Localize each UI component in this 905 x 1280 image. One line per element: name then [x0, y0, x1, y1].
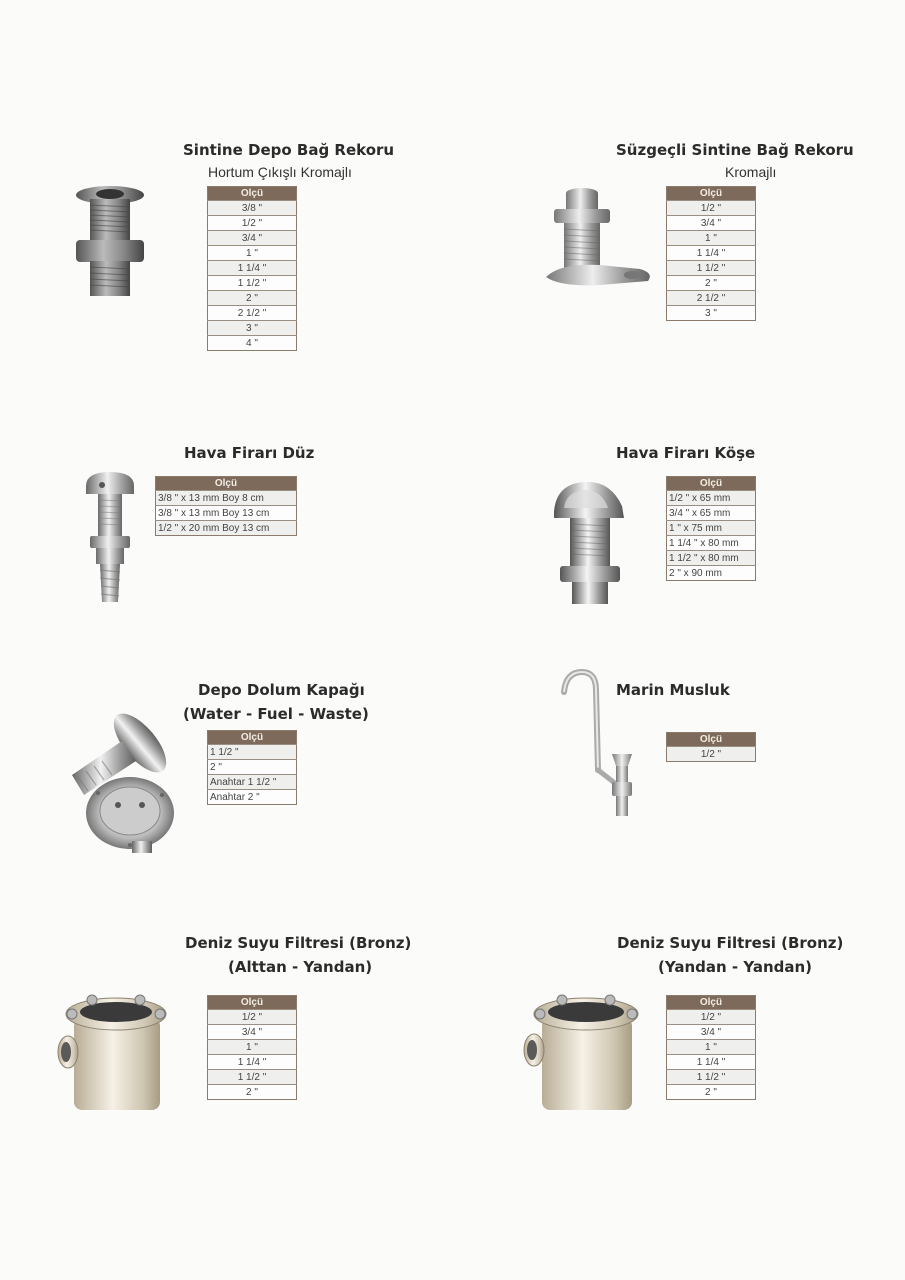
water-strainer-bottom-side-image	[56, 990, 171, 1115]
size-header: Olçü	[667, 187, 756, 201]
size-cell: 1/2 "	[208, 216, 297, 231]
product-title: Depo Dolum Kapağı	[198, 681, 365, 699]
size-header: Olçü	[156, 477, 297, 491]
size-cell: 1/2 "	[667, 1010, 756, 1025]
size-cell: 2 1/2 "	[208, 306, 297, 321]
size-cell: 3/4 "	[667, 216, 756, 231]
size-cell: 1/2 "	[667, 201, 756, 216]
size-header: Olçü	[208, 731, 297, 745]
size-table	[666, 732, 756, 762]
product-title: Hava Firarı Düz	[184, 444, 315, 462]
size-cell: 1 1/4 "	[208, 261, 297, 276]
size-cell: 1/2 "	[208, 1010, 297, 1025]
size-table	[666, 186, 756, 321]
marine-faucet-image	[558, 666, 638, 821]
size-cell: 1 1/2 "	[667, 261, 756, 276]
size-cell: 1/2 " x 65 mm	[667, 491, 756, 506]
size-cell: 3 "	[667, 306, 756, 321]
product-title: Sintine Depo Bağ Rekoru	[183, 141, 395, 159]
angled-vent-image	[550, 478, 630, 608]
size-header: Olçü	[667, 477, 756, 491]
size-cell: 1 1/4 "	[667, 1055, 756, 1070]
size-table	[155, 476, 297, 536]
size-cell: 1/2 "	[667, 747, 756, 762]
size-cell: 2 "	[667, 1085, 756, 1100]
size-cell: 2 1/2 "	[667, 291, 756, 306]
product-title: Süzgeçli Sintine Bağ Rekoru	[616, 141, 854, 159]
size-cell: 3/8 "	[208, 201, 297, 216]
size-cell: 2 "	[208, 291, 297, 306]
size-table	[207, 186, 297, 351]
size-cell: 1 "	[208, 246, 297, 261]
size-table	[666, 476, 756, 581]
product-subtitle: Hortum Çıkışlı Kromajlı	[208, 164, 352, 180]
size-cell: 3/8 " x 13 mm Boy 8 cm	[156, 491, 297, 506]
thru-hull-fitting-image	[70, 185, 150, 300]
size-cell: 3/4 "	[667, 1025, 756, 1040]
size-cell: 2 " x 90 mm	[667, 566, 756, 581]
size-cell: 1 " x 75 mm	[667, 521, 756, 536]
size-cell: 3/4 "	[208, 231, 297, 246]
product-title: Hava Firarı Köşe	[616, 444, 756, 462]
size-cell: 1 "	[667, 231, 756, 246]
size-cell: 1 1/4 " x 80 mm	[667, 536, 756, 551]
product-title: Marin Musluk	[616, 681, 730, 699]
size-cell: 1 1/2 "	[208, 745, 297, 760]
size-cell: 1 1/2 " x 80 mm	[667, 551, 756, 566]
size-cell: 1 1/2 "	[208, 276, 297, 291]
size-header: Olçü	[208, 996, 297, 1010]
product-title-line2: (Water - Fuel - Waste)	[183, 705, 369, 723]
water-strainer-side-side-image	[522, 990, 642, 1115]
size-cell: 1 "	[208, 1040, 297, 1055]
size-cell: 3 "	[208, 321, 297, 336]
size-cell: 1 "	[667, 1040, 756, 1055]
size-header: Olçü	[667, 996, 756, 1010]
product-title: Deniz Suyu Filtresi (Bronz)	[185, 934, 412, 952]
product-subtitle: Kromajlı	[725, 164, 777, 180]
size-cell: 2 "	[667, 276, 756, 291]
size-table	[207, 995, 297, 1100]
deck-fill-cap-image	[62, 705, 182, 855]
product-title-line2: (Alttan - Yandan)	[228, 958, 373, 976]
size-cell: Anahtar 2 "	[208, 790, 297, 805]
size-header: Olçü	[667, 733, 756, 747]
size-cell: 1 1/2 "	[208, 1070, 297, 1085]
size-cell: 1 1/4 "	[667, 246, 756, 261]
size-cell: 1/2 " x 20 mm Boy 13 cm	[156, 521, 297, 536]
size-cell: 3/4 " x 65 mm	[667, 506, 756, 521]
product-title: Deniz Suyu Filtresi (Bronz)	[617, 934, 844, 952]
size-cell: 2 "	[208, 760, 297, 775]
size-cell: 1 1/4 "	[208, 1055, 297, 1070]
size-cell: 1 1/2 "	[667, 1070, 756, 1085]
strainer-fitting-image	[540, 185, 655, 295]
straight-vent-image	[80, 470, 140, 605]
size-cell: 4 "	[208, 336, 297, 351]
size-cell: 3/4 "	[208, 1025, 297, 1040]
size-table	[666, 995, 756, 1100]
size-table	[207, 730, 297, 805]
product-title-line2: (Yandan - Yandan)	[658, 958, 813, 976]
size-cell: 3/8 " x 13 mm Boy 13 cm	[156, 506, 297, 521]
size-cell: 2 "	[208, 1085, 297, 1100]
size-header: Olçü	[208, 187, 297, 201]
size-cell: Anahtar 1 1/2 "	[208, 775, 297, 790]
